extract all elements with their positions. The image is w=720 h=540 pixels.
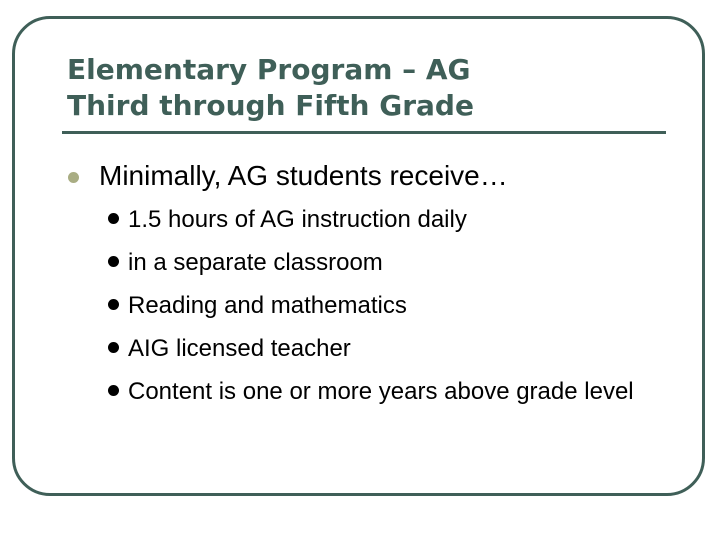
- sub-bullet-item: 1.5 hours of AG instruction daily: [104, 203, 644, 236]
- bullet-dot-icon: [68, 172, 79, 183]
- sub-bullet-list: [104, 203, 644, 418]
- sub-bullet-item: in a separate classroom: [104, 246, 644, 279]
- sub-bullet-item: Reading and mathematics: [104, 289, 644, 322]
- title-line-2: Third through Fifth Grade: [67, 89, 474, 122]
- title-divider: [62, 131, 666, 134]
- sub-bullet-item: Content is one or more years above grade level: [104, 375, 644, 408]
- sub-bullet-item: AIG licensed teacher: [104, 332, 644, 365]
- main-bullet-text: Minimally, AG students receive…: [99, 160, 508, 191]
- slide-title: [67, 52, 667, 124]
- title-line-1: Elementary Program – AG: [67, 53, 471, 86]
